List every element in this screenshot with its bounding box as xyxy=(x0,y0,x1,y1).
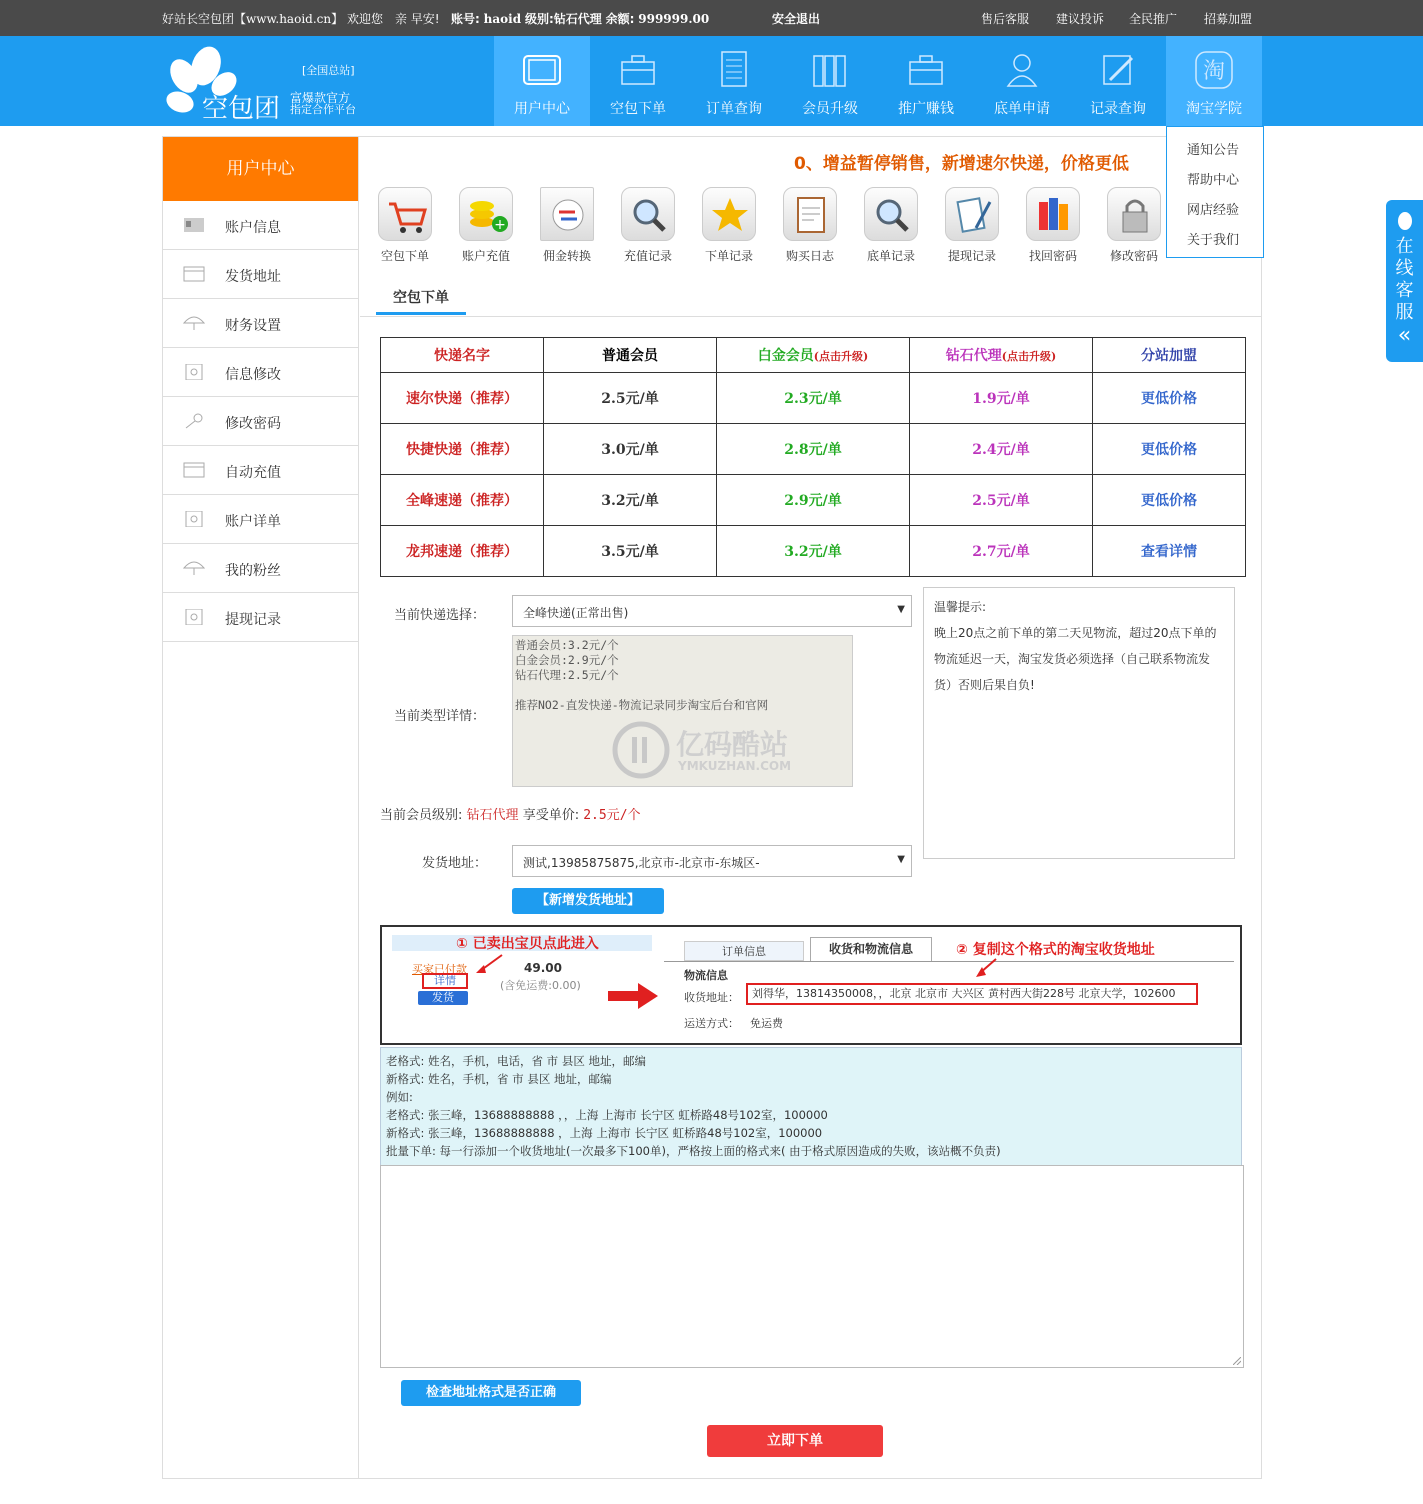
nav-receipt-apply[interactable] xyxy=(974,36,1070,126)
card-icon xyxy=(183,462,205,478)
safe-icon xyxy=(183,511,205,527)
watermark-text: 亿码酷站 xyxy=(676,728,789,761)
nav-label: 订单查询 xyxy=(706,101,762,117)
watermark xyxy=(612,721,812,781)
col-name: 快递名字 xyxy=(381,338,544,373)
watermark-sub: YMKUZHAN.COM xyxy=(678,759,792,773)
sidebar-item-auto-recharge[interactable] xyxy=(163,446,358,495)
pen-icon xyxy=(1098,50,1138,90)
tool-purchase-log[interactable] xyxy=(775,187,845,264)
kefu-char: 在 xyxy=(1395,236,1414,257)
taobao-icon xyxy=(1194,50,1234,90)
account-label: 账号: xyxy=(451,12,480,26)
svg-text:淘: 淘 xyxy=(1202,59,1226,84)
price-header-row xyxy=(381,338,1246,373)
format-line: 批量下单: 每一行添加一个收货地址(一次最多下100单)，严格按上面的格式来( 由于格式原因造成的失败，该站概不负责) xyxy=(386,1144,1001,1158)
tab-order[interactable]: 空包下单 xyxy=(376,287,466,315)
price-normal: 3.5元/单 xyxy=(544,526,717,577)
sidebar-label: 账户详单 xyxy=(225,514,281,530)
taobao-dropdown xyxy=(1166,126,1264,258)
magnifier-icon xyxy=(864,187,918,241)
nav-label: 底单申请 xyxy=(994,101,1050,117)
tool-receipt-log[interactable] xyxy=(856,187,926,264)
tab-divider xyxy=(360,316,1261,317)
express-select-label: 当前快递选择： xyxy=(394,608,486,623)
link-join[interactable]: 招募加盟 xyxy=(1204,12,1253,26)
sidebar-item-info-edit[interactable] xyxy=(163,348,358,397)
sidebar-label: 发货地址 xyxy=(225,269,281,285)
express-name: 全峰速递（推荐） xyxy=(381,475,544,526)
price-platinum: 2.3元/单 xyxy=(717,373,910,424)
express-select-value: 全峰快递(正常出售) xyxy=(523,606,629,620)
tool-recover-password[interactable] xyxy=(1018,187,1088,264)
format-line: 老格式: 张三峰，13688888888 ，，上海 上海市 长宁区 虹桥路48号102室，100000 xyxy=(386,1108,828,1122)
tool-recharge[interactable] xyxy=(451,187,521,264)
resize-handle-icon[interactable] xyxy=(1233,1357,1241,1365)
address-select-value: 测试,13985875875,北京市-北京市-东城区- xyxy=(523,856,760,870)
price-row xyxy=(381,526,1246,577)
nav-upgrade[interactable] xyxy=(782,36,878,126)
level-label: 级别: xyxy=(524,12,554,26)
nav-label: 空包下单 xyxy=(610,101,666,117)
safe-icon xyxy=(183,609,205,625)
check-format-button[interactable]: 检查地址格式是否正确 xyxy=(401,1380,581,1406)
branch-link[interactable]: 更低价格 xyxy=(1093,373,1246,424)
upgrade-note: (点击升级) xyxy=(813,350,869,363)
main-panel xyxy=(360,137,1261,1478)
logo-sub2: 指定合作平台 xyxy=(290,103,356,116)
sidebar-item-withdraw[interactable] xyxy=(163,593,358,642)
guide-recv-value: 刘得华，13814350008，，北京 北京市 大兴区 黄村西大街228号 北京大学，102600 xyxy=(746,983,1198,1005)
briefcase-icon xyxy=(618,50,658,90)
nav-label: 用户中心 xyxy=(514,101,570,117)
guide-tab-line xyxy=(664,961,1234,962)
sidebar-label: 自动充值 xyxy=(225,465,281,481)
express-name: 速尔快递（推荐） xyxy=(381,373,544,424)
branch-link[interactable]: 更低价格 xyxy=(1093,424,1246,475)
sidebar-label: 账户信息 xyxy=(225,220,281,236)
tool-label: 账户充值 xyxy=(461,249,510,263)
id-card-icon xyxy=(183,217,205,233)
tips-box xyxy=(923,587,1235,859)
dropdown-help[interactable]: 帮助中心 xyxy=(1187,173,1240,188)
tool-order-log[interactable] xyxy=(694,187,764,264)
guide-step1: ① 已卖出宝贝点此进入 xyxy=(456,936,599,952)
books-icon xyxy=(810,50,850,90)
col-diamond[interactable] xyxy=(910,338,1093,373)
price-normal: 3.0元/单 xyxy=(544,424,717,475)
nav-user-center[interactable] xyxy=(494,36,590,126)
link-suggest[interactable]: 建议投诉 xyxy=(1056,12,1105,26)
price-row xyxy=(381,475,1246,526)
tool-label: 佣金转换 xyxy=(542,249,591,263)
online-service-tab[interactable] xyxy=(1386,200,1423,362)
account-name: haoid xyxy=(483,12,522,26)
magnifier-icon xyxy=(621,187,675,241)
tips-title: 温馨提示: xyxy=(934,600,987,614)
address-select[interactable] xyxy=(512,845,912,877)
tool-label: 底单记录 xyxy=(866,249,915,263)
tool-label: 修改密码 xyxy=(1109,249,1158,263)
sidebar-item-fans[interactable] xyxy=(163,544,358,593)
sidebar-title: 用户中心 xyxy=(163,137,358,201)
safe-icon xyxy=(183,364,205,380)
top-welcome xyxy=(162,10,709,27)
address-textarea[interactable] xyxy=(380,1165,1244,1368)
kefu-char: 线 xyxy=(1395,258,1414,279)
svg-text:+: + xyxy=(494,217,506,233)
greeting: 欢迎您 亲 早安! xyxy=(346,12,440,26)
dropdown-notice[interactable]: 通知公告 xyxy=(1187,143,1240,158)
guide-paid: 买家已付款 xyxy=(412,963,467,976)
nav-promote[interactable] xyxy=(878,36,974,126)
diamond-label: 钻石代理 xyxy=(945,348,1002,364)
sidebar-label: 我的粉丝 xyxy=(225,563,281,579)
unit-price-label: 享受单价: xyxy=(522,808,580,823)
logo-sub1: 富爆款官方 xyxy=(290,91,351,105)
price-row xyxy=(381,424,1246,475)
star-icon xyxy=(702,187,756,241)
price-normal: 3.2元/单 xyxy=(544,475,717,526)
nav-label: 推广赚钱 xyxy=(898,101,954,117)
branch-link[interactable]: 查看详情 xyxy=(1093,526,1246,577)
price-row xyxy=(381,373,1246,424)
key-icon xyxy=(183,413,205,429)
guide-detail-button: 详情 xyxy=(422,973,468,989)
guide-image xyxy=(380,925,1242,1045)
price-diamond: 2.4元/单 xyxy=(910,424,1093,475)
lock-icon xyxy=(1107,187,1161,241)
guide-freight: (含免运费:0.00) xyxy=(500,979,581,992)
member-level-line xyxy=(380,804,641,823)
header xyxy=(0,36,1423,126)
card-icon xyxy=(183,266,205,282)
member-level-value: 钻石代理 xyxy=(466,808,519,823)
logo-tag: [全国总站] xyxy=(302,64,355,77)
guide-amount: 49.00 xyxy=(524,961,562,975)
kefu-char: 客 xyxy=(1395,280,1414,301)
logo[interactable] xyxy=(162,44,362,124)
nav-label: 淘宝学院 xyxy=(1186,101,1242,117)
add-address-button[interactable]: 【新增发货地址】 xyxy=(512,888,664,914)
users-icon xyxy=(1002,50,1042,90)
sidebar-item-finance[interactable] xyxy=(163,299,358,348)
guide-recv-label: 收货地址： xyxy=(684,991,739,1004)
guide-big-arrow-icon xyxy=(608,983,660,1009)
tool-label: 提现记录 xyxy=(947,249,996,263)
tablet-icon xyxy=(522,50,562,90)
guide-logistics: 物流信息 xyxy=(684,969,728,982)
format-help xyxy=(380,1047,1242,1167)
tool-order[interactable] xyxy=(370,187,440,264)
col-normal: 普通会员 xyxy=(544,338,717,373)
type-detail-box[interactable]: 普通会员:3.2元/个 白金会员:2.9元/个 钻石代理:2.5元/个 推荐NO2-直发快递-物流记录同步淘宝后台和官网 xyxy=(512,635,853,787)
logo-sub xyxy=(290,92,356,116)
express-name: 快捷快递（推荐） xyxy=(381,424,544,475)
logo-name: 空包团 xyxy=(202,94,281,124)
format-line: 新格式: 姓名，手机，省 市 县区 地址，邮编 xyxy=(386,1072,612,1086)
sidebar-label: 财务设置 xyxy=(225,318,281,334)
platinum-label: 白金会员 xyxy=(757,348,814,364)
guide-ship-button: 发货 xyxy=(418,991,468,1005)
price-diamond: 2.5元/单 xyxy=(910,475,1093,526)
guide-arrow-icon xyxy=(974,957,1000,979)
link-after-sales[interactable]: 售后客服 xyxy=(981,12,1030,26)
guide-tab-logistics: 收货和物流信息 xyxy=(810,937,932,961)
books-icon xyxy=(1026,187,1080,241)
sidebar-item-password[interactable] xyxy=(163,397,358,446)
tool-label: 充值记录 xyxy=(623,249,672,263)
balance-label: 余额: xyxy=(605,12,635,26)
level-value: 钻石代理 xyxy=(553,12,602,26)
upgrade-note: (点击升级) xyxy=(1001,350,1057,363)
member-level-label: 当前会员级别: xyxy=(380,808,463,823)
dropdown-arrow-icon: ▼ xyxy=(897,854,905,865)
address-label: 发货地址： xyxy=(422,856,488,871)
price-diamond: 2.7元/单 xyxy=(910,526,1093,577)
balance-value: 999999.00 xyxy=(638,12,710,26)
guide-ship-label: 运送方式： xyxy=(684,1017,739,1030)
logout-link[interactable]: 安全退出 xyxy=(772,12,821,26)
umbrella-icon xyxy=(183,315,205,331)
sidebar-item-account[interactable] xyxy=(163,201,358,250)
coins-icon xyxy=(459,187,513,241)
nav-label: 记录查询 xyxy=(1090,101,1146,117)
top-bar xyxy=(0,0,1423,36)
tool-label: 购买日志 xyxy=(785,249,834,263)
format-line: 老格式: 姓名，手机，电话，省 市 县区 地址，邮编 xyxy=(386,1054,646,1068)
briefcase-icon xyxy=(906,50,946,90)
price-diamond: 1.9元/单 xyxy=(910,373,1093,424)
tool-withdraw-log[interactable] xyxy=(937,187,1007,264)
sidebar-item-address[interactable] xyxy=(163,250,358,299)
branch-link[interactable]: 更低价格 xyxy=(1093,475,1246,526)
tool-label: 空包下单 xyxy=(380,249,429,263)
dropdown-experience[interactable]: 网店经验 xyxy=(1187,203,1240,218)
price-platinum: 2.8元/单 xyxy=(717,424,910,475)
tool-label: 找回密码 xyxy=(1028,249,1077,263)
tool-change-password[interactable] xyxy=(1099,187,1169,264)
guide-step2: ② 复制这个格式的淘宝收货地址 xyxy=(956,942,1155,958)
format-line: 例如: xyxy=(386,1090,413,1104)
sidebar xyxy=(163,137,359,1478)
price-table xyxy=(380,337,1246,577)
collapse-icon[interactable]: « xyxy=(1397,323,1412,348)
price-platinum: 2.9元/单 xyxy=(717,475,910,526)
tool-label: 下单记录 xyxy=(704,249,753,263)
sidebar-item-account-detail[interactable] xyxy=(163,495,358,544)
umbrella-icon xyxy=(183,560,205,576)
nav-order-query[interactable] xyxy=(686,36,782,126)
nav-records[interactable] xyxy=(1070,36,1166,126)
sidebar-label: 信息修改 xyxy=(225,367,281,383)
nav-taobao-academy[interactable] xyxy=(1166,36,1262,126)
dropdown-arrow-icon: ▼ xyxy=(897,604,905,615)
tool-convert[interactable] xyxy=(532,187,602,264)
type-detail-label: 当前类型详情： xyxy=(394,709,486,724)
content-wrap xyxy=(162,136,1262,1479)
tips-body: 晚上20点之前下单的第二天见物流，超过20点下单的物流延迟一天，淘宝发货必须选择（自己联系物流发货）否则后果自负! xyxy=(934,626,1217,692)
qq-penguin-icon xyxy=(1394,210,1416,232)
price-normal: 2.5元/单 xyxy=(544,373,717,424)
col-platinum[interactable] xyxy=(717,338,910,373)
clipboard-icon xyxy=(783,187,837,241)
express-select[interactable] xyxy=(512,595,912,627)
guide-tab-order: 订单信息 xyxy=(684,941,804,961)
link-promote[interactable]: 全民推广 xyxy=(1129,12,1178,26)
nav-order[interactable] xyxy=(590,36,686,126)
document-icon xyxy=(714,50,754,90)
site-name: 好站长空包团【www.haoid.cn】 xyxy=(162,12,344,26)
guide-arrow-icon xyxy=(474,953,504,975)
notice-marquee: 0、增益暂停销售，新增速尔快递，价格更低 xyxy=(794,154,1129,174)
paper-pen-icon xyxy=(945,187,999,241)
sidebar-label: 修改密码 xyxy=(225,416,281,432)
nav-label: 会员升级 xyxy=(802,101,858,117)
submit-order-button[interactable]: 立即下单 xyxy=(707,1425,883,1457)
format-line: 新格式: 张三峰，13688888888 ，上海 上海市 长宁区 虹桥路48号102室，100000 xyxy=(386,1126,823,1140)
express-name: 龙邦速递（推荐） xyxy=(381,526,544,577)
cart-icon xyxy=(378,187,432,241)
tool-recharge-log[interactable] xyxy=(613,187,683,264)
watermark-logo-icon xyxy=(612,721,670,779)
guide-ship-value: 免运费 xyxy=(750,1017,783,1030)
unit-price-value: 2.5元/个 xyxy=(583,808,641,823)
sidebar-label: 提现记录 xyxy=(225,612,281,628)
dropdown-about[interactable]: 关于我们 xyxy=(1187,233,1240,248)
kefu-char: 服 xyxy=(1395,302,1414,323)
exchange-icon xyxy=(540,187,594,241)
col-branch: 分站加盟 xyxy=(1093,338,1246,373)
price-platinum: 3.2元/单 xyxy=(717,526,910,577)
